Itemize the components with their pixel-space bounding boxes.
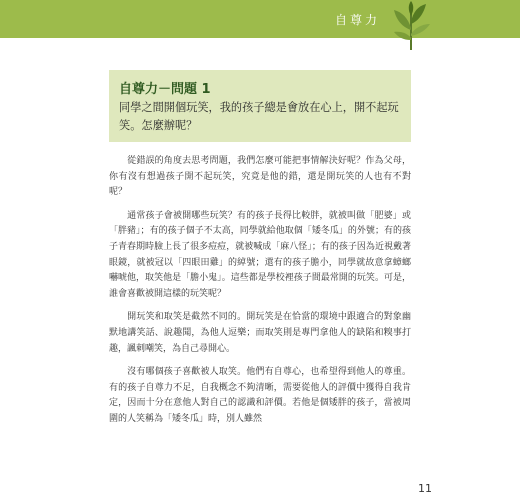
paragraph-text: 沒有哪個孩子喜歡被人取笑。他們有自尊心，也希望得到他人的尊重。有的孩子自尊力不足，自我概念不夠清晰，需要從他人的評價中獲得自我肯定，因而十分在意他人對自己的認識和評價。若他是個矮胖的孩子，當被周圍的人笑稱為「矮冬瓜」時，別人雖然	[109, 367, 411, 424]
question-title: 自尊力－問題 1	[119, 82, 211, 97]
paragraph-text: 通常孩子會被開哪些玩笑？有的孩子長得比較胖，就被叫做「肥婆」或「胖豬」；有的孩子個子不太高，同學就給他取個「矮冬瓜」的外號；有的孩子青春期時臉上長了很多痘痘，就被喊成「麻八怪」；有的孩子因為近視戴著眼鏡，就被冠以「四眼田雞」的綽號；還有的孩子膽小，同學就故意拿蟑螂嚇唬他，取笑他是「膽小鬼」。這些都是學校裡孩子間最常開的玩笑。可是，誰會喜歡被開這樣的玩笑呢？	[109, 210, 411, 299]
page-number: 11	[418, 482, 432, 495]
paragraph-text: 開玩笑和取笑是截然不同的。開玩笑是在恰當的環境中跟適合的對象幽默地講笑話、說趣聞，為他人逗樂；而取笑則是專門拿他人的缺陷和糗事打趣，諷刺嘲笑，為自己尋開心。	[109, 312, 411, 354]
paragraph-text: 從錯誤的角度去思考問題，我們怎麼可能把事情解決好呢？作為父母，你有沒有想過孩子開不起玩笑，究竟是他的錯，還是開玩笑的人也有不對呢？	[109, 156, 411, 198]
plant-icon	[390, 0, 432, 50]
section-name: 自尊力	[334, 13, 380, 27]
paragraph	[109, 310, 411, 357]
article-body	[109, 154, 411, 436]
question-text: 同學之間開個玩笑，我的孩子總是會放在心上，開不起玩笑。怎麼辦呢？	[119, 101, 399, 132]
header-bar	[0, 0, 520, 38]
paragraph	[109, 209, 411, 303]
question-box	[109, 70, 411, 142]
paragraph	[109, 365, 411, 427]
paragraph	[109, 154, 411, 201]
